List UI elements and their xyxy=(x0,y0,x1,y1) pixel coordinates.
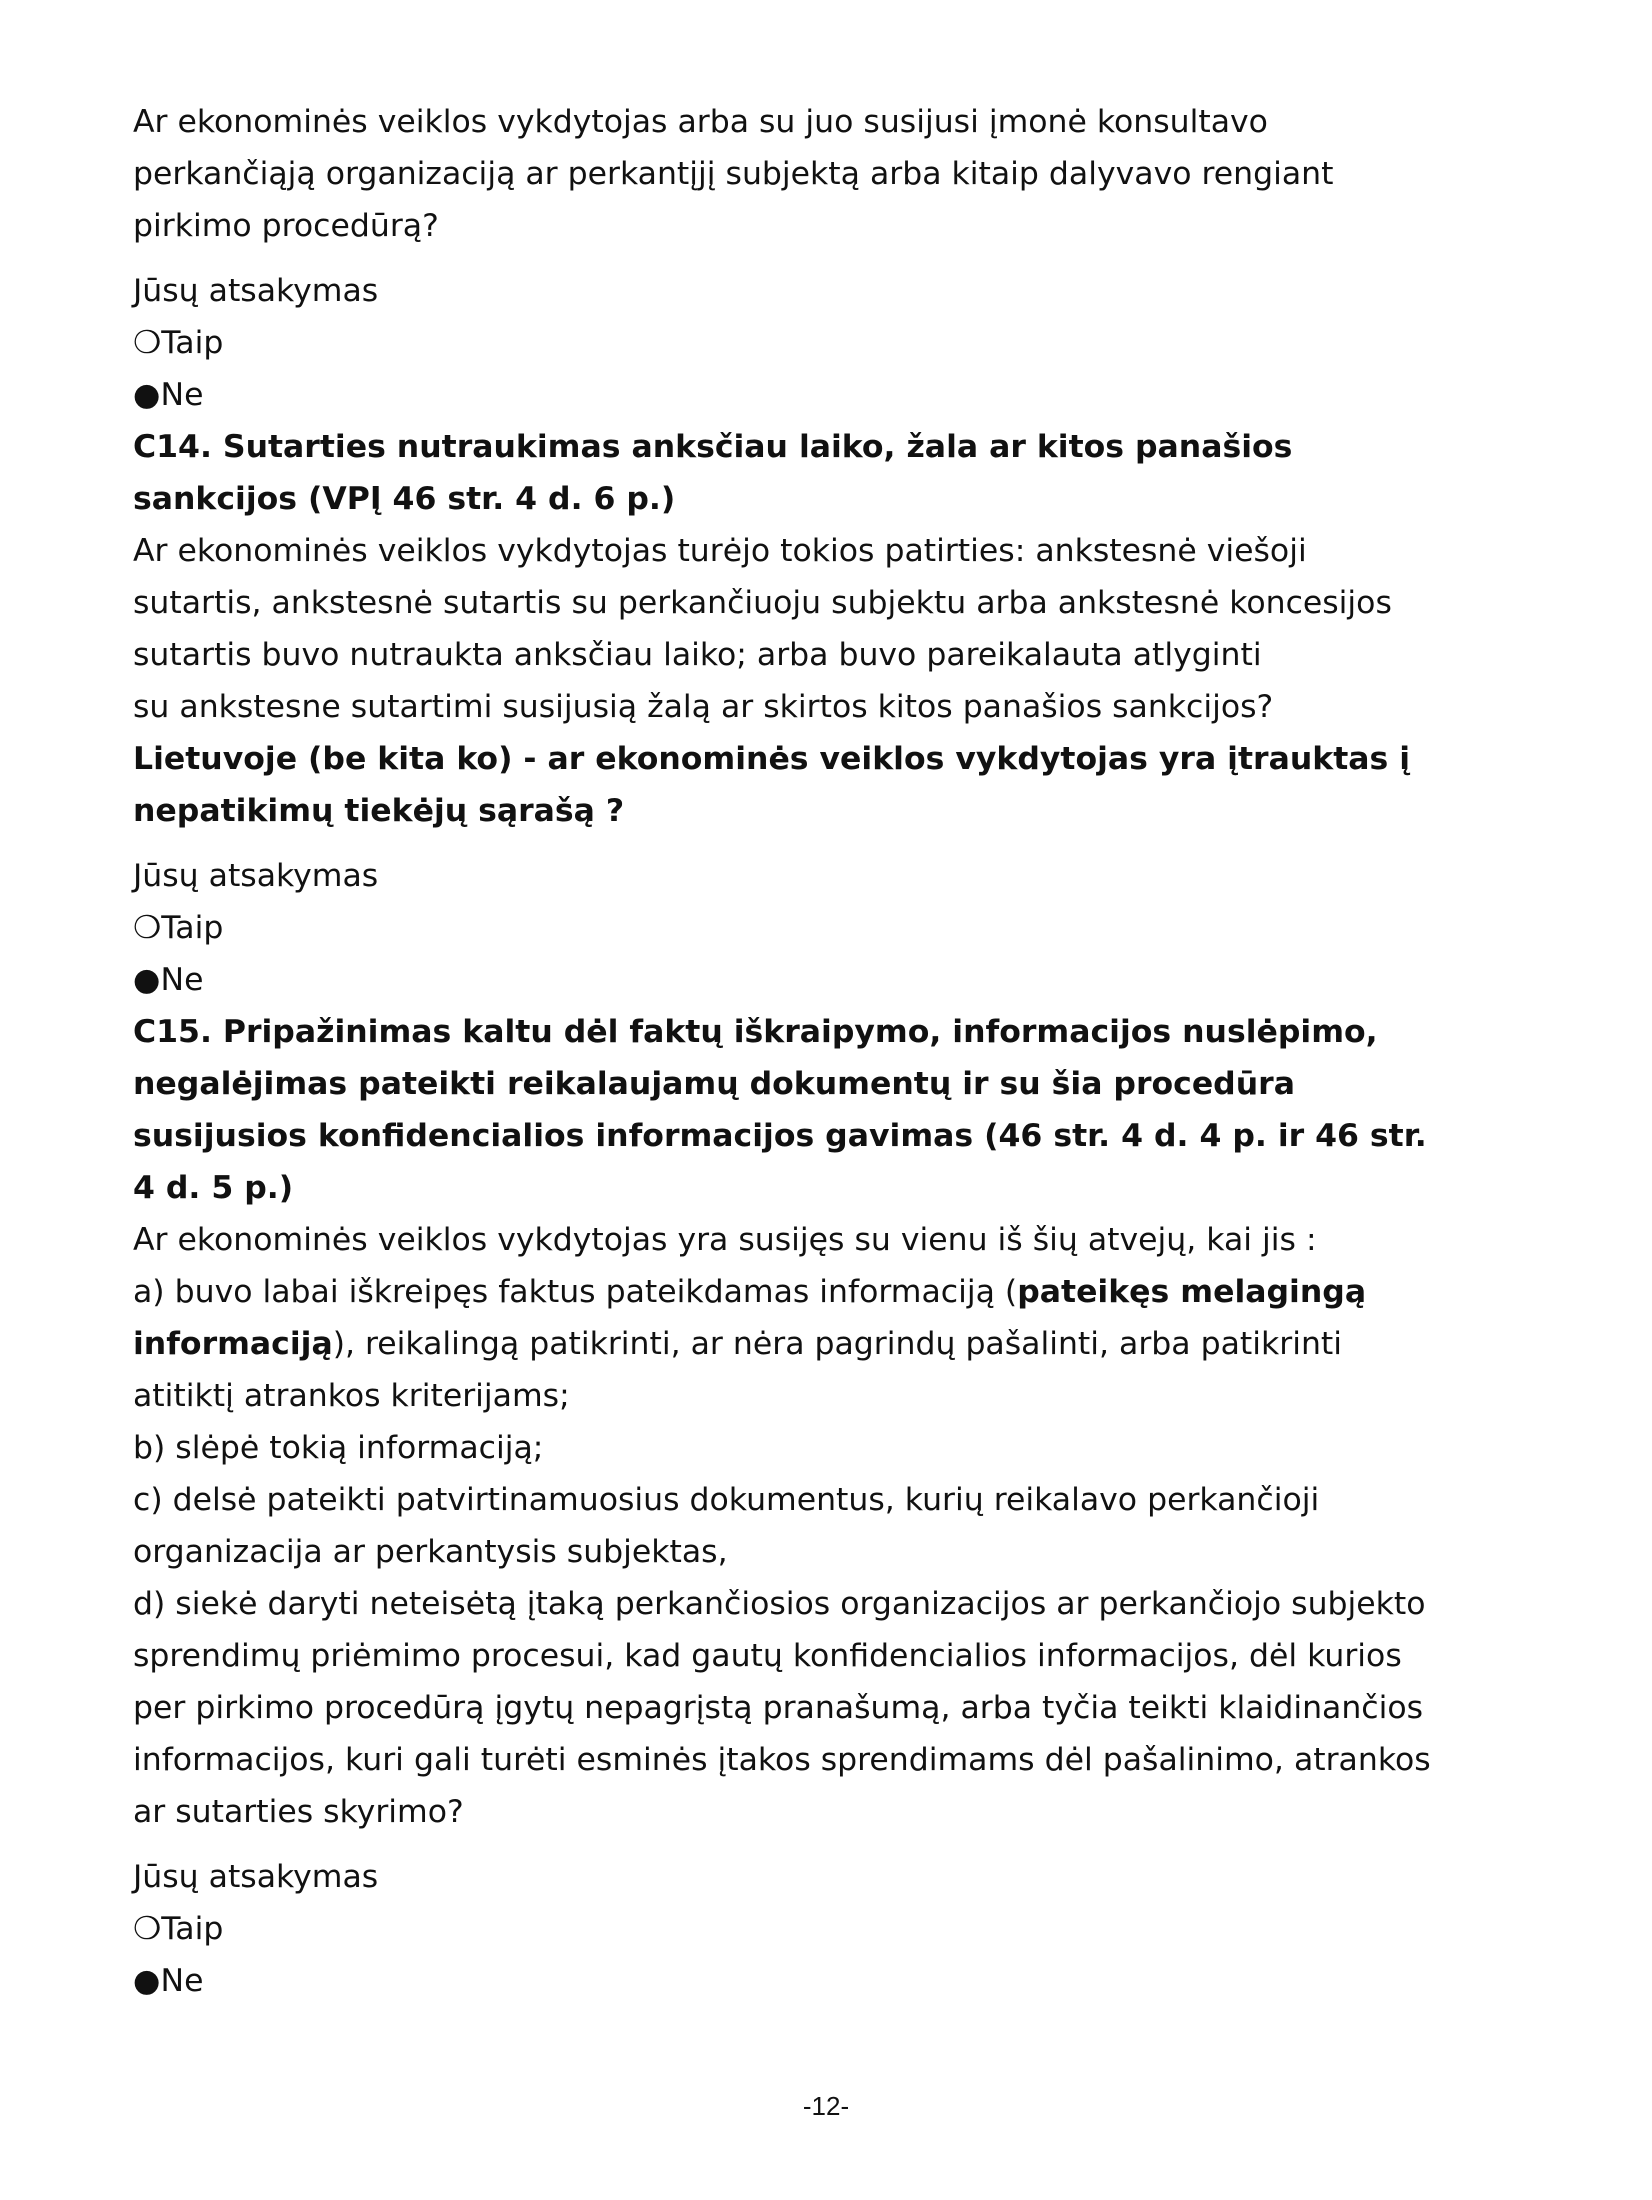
text-line: c) delsė pateikti patvirtinamuosius dokumentus, kurių reikalavo perkančioji xyxy=(133,1482,1320,1518)
text-line xyxy=(133,1318,1533,1370)
text-line: sprendimų priėmimo procesui, kad gautų konfidencialios informacijos, dėl kurios xyxy=(133,1638,1402,1674)
text-line: per pirkimo procedūrą įgytų nepagrįstą pranašumą, arba tyčia teikti klaidinančios xyxy=(133,1690,1424,1726)
bold-line: Lietuvoje (be kita ko) - ar ekonominės veiklos vykdytojas yra įtrauktas į xyxy=(133,741,1411,777)
text-line: sutartis buvo nutraukta anksčiau laiko; arba buvo pareikalauta atlyginti xyxy=(133,637,1262,673)
heading-line: susijusios konfidencialios informacijos gavimas (46 str. 4 d. 4 p. ir 46 str. xyxy=(133,1118,1427,1154)
item-a-bold: informaciją xyxy=(133,1326,333,1362)
radio-option-ne[interactable] xyxy=(133,954,1533,1006)
heading-c15 xyxy=(133,1006,1533,1214)
text-line: Ar ekonominės veiklos vykdytojas arba su juo susijusi įmonė konsultavo xyxy=(133,104,1268,140)
heading-line: 4 d. 5 p.) xyxy=(133,1170,294,1206)
answer-label: Jūsų atsakymas xyxy=(133,858,379,894)
radio-option-taip[interactable] xyxy=(133,317,1533,369)
item-d xyxy=(133,1578,1533,1838)
radio-option-ne[interactable] xyxy=(133,1955,1533,2007)
radio-empty-icon: ❍ xyxy=(133,910,162,946)
answer-label: Jūsų atsakymas xyxy=(133,1859,379,1895)
document-body xyxy=(133,96,1533,2007)
heading-c14 xyxy=(133,421,1533,525)
bold-line: nepatikimų tiekėjų sąrašą ? xyxy=(133,793,625,829)
text-line: organizacija ar perkantysis subjektas, xyxy=(133,1534,728,1570)
question-c15-intro: Ar ekonominės veiklos vykdytojas yra susijęs su vienu iš šių atvejų, kai jis : xyxy=(133,1222,1317,1258)
item-a xyxy=(133,1266,1533,1422)
radio-selected-icon: ● xyxy=(133,1963,161,1999)
text-line: d) siekė daryti neteisėtą įtaką perkančiosios organizacijos ar perkančiojo subjekto xyxy=(133,1586,1426,1622)
radio-label: Taip xyxy=(161,325,224,361)
text-line: informacijos, kuri gali turėti esminės įtakos sprendimams dėl pašalinimo, atrankos xyxy=(133,1742,1431,1778)
radio-label: Ne xyxy=(160,1963,204,1999)
text-line: perkančiąją organizaciją ar perkantįjį subjektą arba kitaip dalyvavo rengiant xyxy=(133,156,1334,192)
text-line: sutartis, ankstesnė sutartis su perkančiuoju subjektu arba ankstesnė koncesijos xyxy=(133,585,1392,621)
text-line: pirkimo procedūrą? xyxy=(133,208,439,244)
radio-option-taip[interactable] xyxy=(133,902,1533,954)
item-a-prefix: a) buvo labai iškreipęs faktus pateikdamas informaciją ( xyxy=(133,1274,1018,1310)
heading-line: C14. Sutarties nutraukimas anksčiau laiko, žala ar kitos panašios xyxy=(133,429,1293,465)
radio-selected-icon: ● xyxy=(133,962,161,998)
item-c xyxy=(133,1474,1533,1578)
text-line: su ankstesne sutartimi susijusią žalą ar skirtos kitos panašios sankcijos? xyxy=(133,689,1274,725)
radio-label: Ne xyxy=(160,962,204,998)
radio-option-taip[interactable] xyxy=(133,1903,1533,1955)
radio-label: Taip xyxy=(161,1911,224,1947)
heading-line: sankcijos (VPĮ 46 str. 4 d. 6 p.) xyxy=(133,481,676,517)
heading-line: negalėjimas pateikti reikalaujamų dokumentų ir su šia procedūra xyxy=(133,1066,1295,1102)
item-a-rest: ), reikalingą patikrinti, ar nėra pagrindų pašalinti, arba patikrinti xyxy=(332,1326,1343,1362)
radio-label: Taip xyxy=(161,910,224,946)
radio-label: Ne xyxy=(160,377,204,413)
radio-empty-icon: ❍ xyxy=(133,1911,162,1947)
heading-line: C15. Pripažinimas kaltu dėl faktų iškraipymo, informacijos nuslėpimo, xyxy=(133,1014,1378,1050)
text-line: ar sutarties skyrimo? xyxy=(133,1794,464,1830)
item-a-bold: pateikęs melagingą xyxy=(1017,1274,1367,1310)
text-line: Ar ekonominės veiklos vykdytojas turėjo tokios patirties: ankstesnė viešoji xyxy=(133,533,1307,569)
radio-selected-icon: ● xyxy=(133,377,161,413)
question-c14 xyxy=(133,525,1533,733)
question-c14-lithuania xyxy=(133,733,1533,837)
radio-option-ne[interactable] xyxy=(133,369,1533,421)
radio-empty-icon: ❍ xyxy=(133,325,162,361)
question-consulted xyxy=(133,96,1533,252)
item-b: b) slėpė tokią informaciją; xyxy=(133,1430,544,1466)
text-line xyxy=(133,1266,1533,1318)
page-number: -12- xyxy=(802,2091,850,2121)
answer-label: Jūsų atsakymas xyxy=(133,273,379,309)
text-line: atitiktį atrankos kriterijams; xyxy=(133,1378,570,1414)
